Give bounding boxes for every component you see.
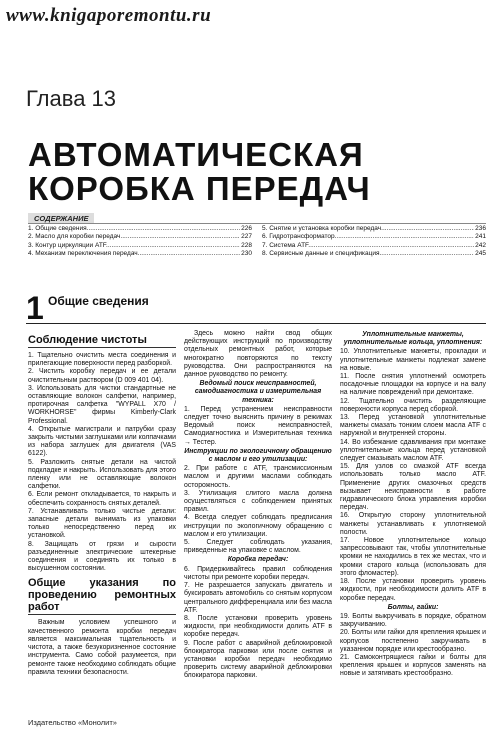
paragraph: 4. Всегда следует соблюдать предписания инструкции по экологичному обращению с маслом и его утилизации.: [184, 514, 332, 538]
toc-divider: [28, 223, 486, 224]
paragraph: 8. Защищать от грязи и сырости разъединенные электрические штекерные соединения и соединять их только в высушенном состоянии.: [28, 540, 176, 573]
paragraph: 14. Во избежание сдавливания при монтаже уплотнительные кольца перед установкой следует смазывать маслом ATF.: [340, 438, 486, 463]
subheading: Ведомый поиск неисправностей, самодиагностика и измерительная техника:: [194, 380, 322, 404]
toc-item-page: 226: [241, 225, 252, 232]
page-title: [28, 138, 371, 206]
toc-heading: СОДЕРЖАНИЕ: [28, 213, 94, 224]
subheading: Инструкции по экологичному обращению с маслом и его утилизации:: [184, 447, 332, 464]
section-divider: [26, 323, 486, 324]
paragraph: Здесь можно найти свод общих действующих инструкций по производству отдельных ремонтных работ, которые многократно повторяются по тексту руководства. Они распространяются на данное руководство по ремонту.: [184, 330, 332, 379]
title-line-2: КОРОБКА ПЕРЕДАЧ: [28, 170, 371, 207]
paragraph: 5. Разложить снятые детали на чистой подкладке и накрыть. Использовать для этого пленку или не оставляющие волокон салфетки.: [28, 458, 176, 491]
chapter-label: Глава 13: [26, 86, 117, 111]
paragraph: 4. Открытые магистрали и патрубки сразу закрыть чистыми заглушками или колпачками из набора заглушек для двигателя (VAS 6122).: [28, 425, 176, 458]
paragraph: 11. После снятия уплотнений осмотреть посадочные площадки на корпусе и на валу на наличие повреждений при демонтаже.: [340, 373, 486, 397]
toc-item: [262, 250, 486, 258]
paragraph: 7. Устанавливать только чистые детали: запасные детали вынимать из упаковки только непосредственно перед их установкой.: [28, 507, 176, 540]
paragraph: 20. Болты или гайки для крепления крышек и корпусов постепенно закручивать в указанном порядке или крестообразно.: [340, 629, 486, 653]
toc-item-page: 245: [475, 249, 486, 257]
toc-left-column: [28, 225, 252, 258]
paragraph: 19. Болты выкручивать в порядке, обратном закручиванию.: [340, 612, 486, 629]
toc-item-page: 228: [241, 241, 252, 249]
paragraph: 16. Открытую сторону уплотнительной манжеты устанавливать к уплотняемой полости.: [340, 512, 486, 536]
toc-item-page: 241: [475, 233, 486, 241]
title-line-1: АВТОМАТИЧЕСКАЯ: [28, 136, 364, 173]
paragraph: 18. После установки проверить уровень жидкости, при необходимости долить ATF в коробке передач.: [340, 578, 486, 602]
subheading: Уплотнительные манжеты, уплотнительные кольца, уплотнения:: [343, 331, 483, 347]
paragraph: 21. Самоконтрящиеся гайки и болты для крепления крышек и корпусов заменять на новые и затягивать крестообразно.: [340, 653, 486, 678]
paragraph: 3. Утилизация слитого масла должна осуществляться с соблюдением принятых правил.: [184, 489, 332, 514]
toc-item: [28, 250, 252, 258]
paragraph: 7. Не разрешается запускать двигатель и буксировать автомобиль со снятым корпусом центрального дифференциала или без масла ATF.: [184, 582, 332, 614]
paragraph: Важным условием успешного и качественного ремонта коробки передач является максимальная тщательность и чистота, а также безукоризненное состояние инструмента. Само собой разумеется, при ремонте также необходимо соблюдать общие правила техники безопасности.: [28, 619, 176, 676]
paragraph: 10. Уплотнительные манжеты, прокладки и уплотнительные манжеты подлежат замене на новые.: [340, 348, 486, 372]
paragraph: 1. Перед устранением неисправности следует точно выяснить причину в режимах Ведомый поиск неисправностей, Самодиагностика и Измерительная техника → Тестер.: [184, 405, 332, 446]
toc-item: [28, 225, 252, 233]
subheading: Коробка передач:: [227, 556, 289, 564]
paragraph: 2. При работе с ATF, трансмиссионным маслом и другими маслами соблюдать осторожность.: [184, 465, 332, 489]
toc-item: [262, 242, 486, 250]
toc-item-label: 4. Механизм переключения передач .....: [28, 250, 240, 258]
toc-item-label: 1. Общие сведения .....: [28, 225, 240, 233]
subheading: Болты, гайки:: [387, 603, 439, 611]
paragraph: 6. Придерживайтесь правил соблюдения чистоты при ремонте коробки передач.: [184, 565, 332, 581]
paragraph: 2. Чистить коробку передач и ее детали очистительным раствором (D 009 401 04).: [28, 368, 176, 384]
section-number: 1: [26, 290, 44, 326]
toc-item: [262, 225, 486, 233]
toc-item: [28, 242, 252, 250]
paragraph: 8. После установки проверить уровень жидкости, при необходимости долить ATF в коробке передач.: [184, 614, 332, 639]
toc-item-page: 230: [241, 249, 252, 257]
paragraph: 6. Если ремонт откладывается, то накрыть и обеспечить сохранность снятых деталей.: [28, 491, 176, 507]
toc-item-page: 236: [475, 225, 486, 232]
paragraph: 17. Новое уплотнительное кольцо запрессовывают так, чтобы уплотнительные кромки не находились в тех же местах, что и кромки старого кольца (использовать для этого фломастер).: [340, 537, 486, 577]
toc-item-label: 3. Контур циркуляции ATF .....: [28, 242, 240, 250]
paragraph: 3. Использовать для чистки стандартные не оставляющие волокон салфетки, например, протирочная салфетка "WYPALL X70 / WORKHORSE" фирмы Kimberly-Clark Professional.: [28, 384, 176, 425]
heading-general-instructions: Общие указания по проведению ремонтных работ: [28, 577, 176, 614]
toc-right-column: [262, 225, 486, 258]
toc-item-label: 7. Система ATF .....: [262, 242, 474, 250]
toc-item-label: 2. Масло для коробки передач .....: [28, 233, 240, 241]
heading-cleanliness: Соблюдение чистоты: [28, 334, 176, 348]
paragraph: 15. Для узлов со смазкой ATF всегда использовать только масло ATF. Применение других смазочных средств вызывает неисправности в работе гидравлического блока управления коробки передач.: [340, 463, 486, 512]
toc-item-label: 8. Сервисные данные и спецификация .....: [262, 250, 474, 258]
publisher-footer: Издательство «Монолит»: [28, 718, 117, 727]
paragraph: 13. Перед установкой уплотнительные манжеты смазать тонким слоем масла ATF с наружной и внутренней стороны.: [340, 414, 486, 438]
text-column-3: [340, 330, 486, 679]
paragraph: 5. Следует соблюдать указания, приведенные на упаковке с маслом.: [184, 539, 332, 555]
section-title: Общие сведения: [48, 294, 149, 308]
paragraph: 1. Тщательно очистить места соединения и прилегающие поверхности перед разборкой.: [28, 352, 176, 368]
table-of-contents: [28, 213, 486, 259]
site-watermark: www.knigaporemontu.ru: [6, 5, 212, 26]
toc-item-page: 242: [475, 241, 486, 249]
toc-item-label: 6. Гидротрансформатор .....: [262, 233, 474, 241]
toc-item: [28, 233, 252, 241]
text-column-1: [28, 330, 176, 677]
paragraph: 9. После работ с аварийной деблокировкой блокиратора парковки или после снятия и установки коробки передач необходимо проверить систему аварийной деблокировки блокиратора парковки.: [184, 639, 332, 680]
toc-item: [262, 233, 486, 241]
paragraph: 12. Тщательно очистить разделяющие поверхности корпуса перед сборкой.: [340, 397, 486, 413]
toc-item-label: 5. Снятие и установка коробки передач .....: [262, 225, 474, 233]
text-column-2: [184, 330, 332, 681]
toc-item-page: 227: [241, 233, 252, 241]
